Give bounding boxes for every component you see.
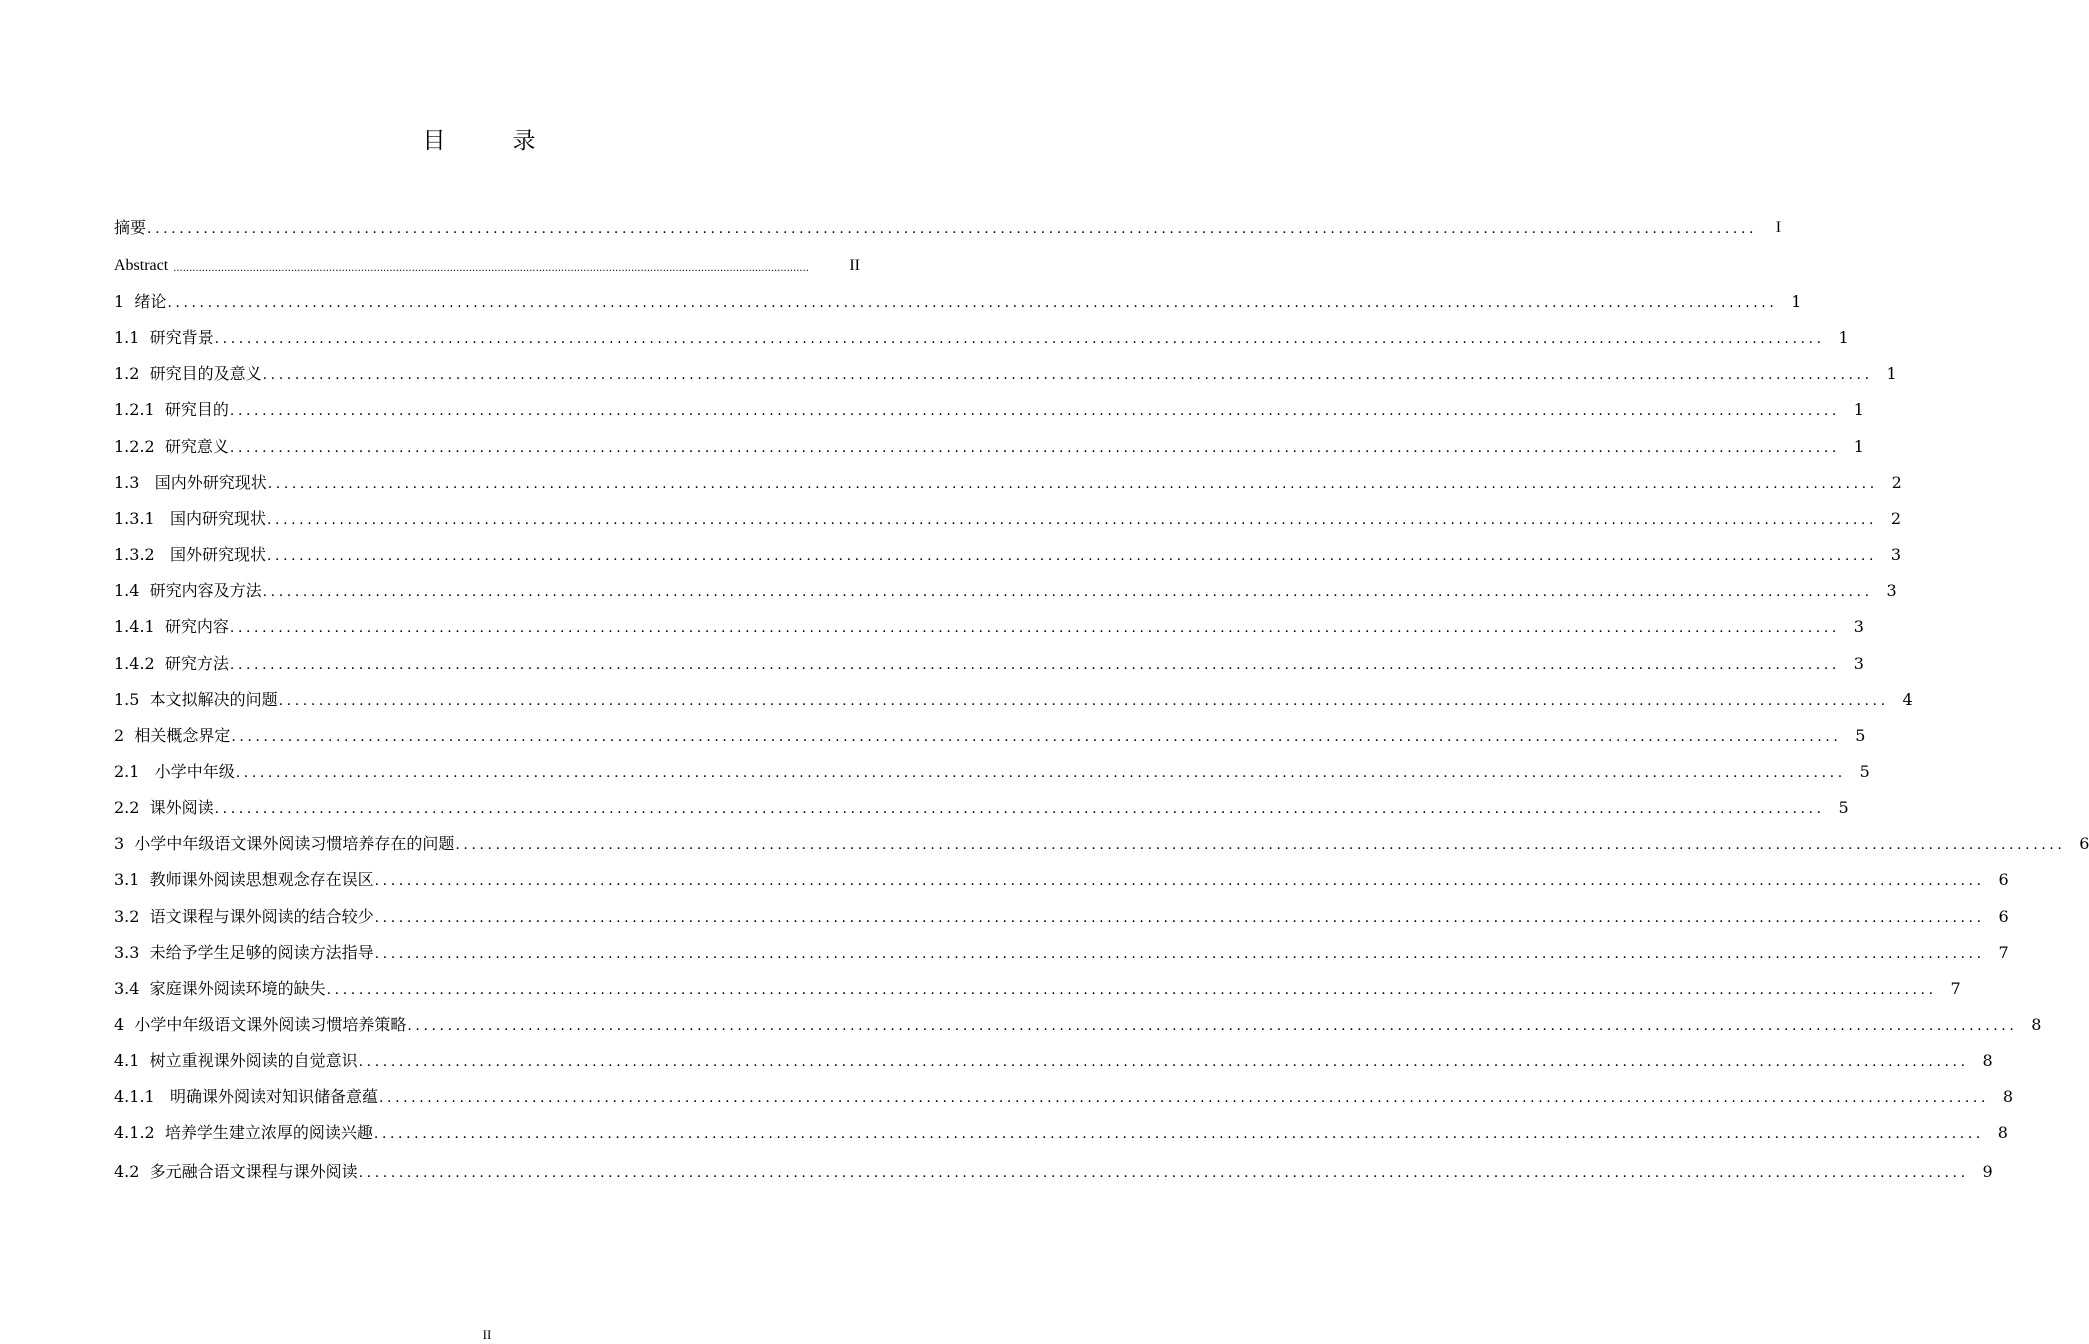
toc-entry-label: 1.2.1 研究目的 bbox=[114, 400, 229, 420]
toc-entry[interactable] bbox=[114, 252, 860, 276]
toc-entry[interactable] bbox=[114, 903, 2009, 927]
toc-entry[interactable] bbox=[114, 433, 1864, 457]
toc-entry-page: 1 bbox=[1886, 364, 1897, 384]
toc-entry-page: 1 bbox=[1853, 400, 1864, 420]
toc-entry[interactable] bbox=[114, 758, 1870, 782]
toc-leader-dots: ........................................................................................................................................................................................................ bbox=[231, 728, 1842, 745]
toc-entry[interactable] bbox=[114, 1047, 1993, 1071]
toc-entry[interactable] bbox=[114, 360, 1897, 384]
toc-entry-page: 6 bbox=[1998, 870, 2009, 890]
toc-entry-label: 3.1 教师课外阅读思想观念存在误区 bbox=[114, 870, 374, 890]
toc-entry-page: 7 bbox=[1950, 978, 1961, 998]
toc-leader-dots: ........................................................................................................................................................................................................ bbox=[378, 1090, 1990, 1107]
toc-entry-page: 1 bbox=[1853, 436, 1864, 456]
toc-entry[interactable] bbox=[114, 577, 1897, 601]
toc-entry-label: 3.4 家庭课外阅读环境的缺失 bbox=[114, 978, 326, 998]
toc-entry[interactable] bbox=[114, 324, 1849, 348]
toc-entry-page: 6 bbox=[2079, 834, 2089, 854]
toc-entry-label: 1.3 国内外研究现状 bbox=[114, 472, 267, 492]
toc-entry[interactable] bbox=[114, 866, 2009, 890]
toc-entry-page: 2 bbox=[1891, 472, 1902, 492]
toc-leader-dots: ........................................................................................................................................................................................................ bbox=[266, 511, 1878, 528]
toc-entry[interactable] bbox=[114, 794, 1849, 818]
toc-entry-page: 8 bbox=[1997, 1123, 2008, 1143]
toc-leader-dots: ........................................................................................................................................................................................................ bbox=[373, 1126, 1984, 1143]
toc-entry-page: 5 bbox=[1859, 761, 1870, 781]
toc-entry[interactable] bbox=[114, 722, 1866, 746]
toc-entry[interactable] bbox=[114, 613, 1864, 637]
toc-entry-page: 7 bbox=[1998, 942, 2009, 962]
toc-entry[interactable] bbox=[114, 396, 1864, 420]
toc-entry-label: 1.3.2 国外研究现状 bbox=[114, 545, 266, 565]
toc-leader-dots: ........................................................................................................................................................................................................ bbox=[229, 620, 1840, 637]
toc-entry-label: 4.1 树立重视课外阅读的自觉意识 bbox=[114, 1051, 358, 1071]
toc-entry[interactable] bbox=[114, 830, 2089, 854]
toc-entry-page: 9 bbox=[1982, 1161, 1993, 1181]
toc-entry-page: II bbox=[849, 257, 860, 274]
toc-entry-page: 1 bbox=[1838, 328, 1849, 348]
toc-entry-page: 4 bbox=[1902, 689, 1913, 709]
toc-entry-label: 1.4.1 研究内容 bbox=[114, 617, 229, 637]
toc-entry[interactable] bbox=[114, 686, 1913, 710]
toc-leader-dots: ........................................................................................................................................................................................................ bbox=[358, 1164, 1969, 1181]
toc-entry-label: 3.2 语文课程与课外阅读的结合较少 bbox=[114, 906, 374, 926]
toc-entry-page: 5 bbox=[1855, 725, 1866, 745]
toc-leader-dots: ........................................................................................................................................................................................................ bbox=[374, 909, 1985, 926]
toc-entry-label: 3.3 未给予学生足够的阅读方法指导 bbox=[114, 942, 374, 962]
toc-entry-label: 4.1.2 培养学生建立浓厚的阅读兴趣 bbox=[114, 1123, 373, 1143]
toc-entry[interactable] bbox=[114, 1119, 2008, 1143]
toc-entry-label: 1.5 本文拟解决的问题 bbox=[114, 689, 278, 709]
toc-entry-label: 1.3.1 国内研究现状 bbox=[114, 508, 266, 528]
toc-entry-label: 摘要 bbox=[114, 218, 147, 237]
toc-leader-dots: ........................................................................................................................................................................................................ bbox=[229, 403, 1840, 420]
toc-entry[interactable] bbox=[114, 939, 2009, 963]
toc-leader-dots: ........................................................................................................................................................................................................ bbox=[266, 548, 1878, 565]
toc-leader-dots: ........................................................................................................................................................................................................ bbox=[173, 263, 809, 274]
toc-leader-dots: ........................................................................................................................................................................................................ bbox=[374, 873, 1985, 890]
toc-entry-page: 2 bbox=[1890, 508, 1902, 528]
toc-entry-page: 8 bbox=[2031, 1015, 2042, 1034]
toc-leader-dots: ........................................................................................................................................................................................................ bbox=[229, 656, 1840, 673]
toc-entry[interactable] bbox=[114, 541, 1902, 565]
toc-entry[interactable] bbox=[114, 650, 1864, 674]
page-number: II bbox=[482, 1327, 492, 1342]
toc-leader-dots: ........................................................................................................................................................................................................ bbox=[278, 692, 1889, 709]
toc-entry[interactable] bbox=[114, 1011, 2042, 1035]
toc-leader-dots: ........................................................................................................................................................................................................ bbox=[267, 475, 1878, 492]
toc-entry[interactable] bbox=[114, 975, 1961, 999]
toc-entry[interactable] bbox=[114, 505, 1902, 529]
toc-leader-dots: ........................................................................................................................................................................................................ bbox=[262, 584, 1873, 601]
toc-entry[interactable] bbox=[114, 214, 1782, 238]
toc-entry-label: 2 相关概念界定 bbox=[114, 725, 231, 745]
toc-leader-dots: ........................................................................................................................................................................................................ bbox=[374, 945, 1985, 962]
toc-entry-label: 4.2 多元融合语文课程与课外阅读 bbox=[114, 1161, 358, 1181]
toc-entry-label: 1.2 研究目的及意义 bbox=[114, 364, 262, 384]
toc-entry[interactable] bbox=[114, 1083, 2014, 1107]
toc-entry-page: 3 bbox=[1853, 653, 1864, 673]
toc-leader-dots: ........................................................................................................................................................................................................ bbox=[229, 439, 1840, 456]
toc-leader-dots: ........................................................................................................................................................................................................ bbox=[214, 331, 1825, 348]
toc-leader-dots: ........................................................................................................................................................................................................ bbox=[262, 367, 1873, 384]
toc-leader-dots: ........................................................................................................................................................................................................ bbox=[147, 221, 1758, 237]
toc-entry[interactable] bbox=[114, 1158, 1993, 1182]
toc-entry-label: 1.4 研究内容及方法 bbox=[114, 581, 262, 601]
toc-entry-label: 1.1 研究背景 bbox=[114, 328, 214, 348]
toc-entry[interactable] bbox=[114, 469, 1902, 493]
toc-entry-label: 4.1.1 明确课外阅读对知识储备意蕴 bbox=[114, 1087, 378, 1107]
toc-entry-label: 2.2 课外阅读 bbox=[114, 798, 214, 818]
toc-entry-page: 3 bbox=[1853, 617, 1864, 637]
toc-entry[interactable] bbox=[114, 288, 1802, 312]
toc-leader-dots: ........................................................................................................................................................................................................ bbox=[326, 981, 1937, 998]
page-title: 目 录 bbox=[422, 128, 558, 154]
toc-leader-dots: ........................................................................................................................................................................................................ bbox=[214, 801, 1825, 818]
toc-entry-page: 8 bbox=[1982, 1051, 1993, 1071]
toc-entry-page: 8 bbox=[2002, 1087, 2014, 1107]
toc-entry-page: 3 bbox=[1890, 545, 1902, 565]
toc-entry-label: 1.2.2 研究意义 bbox=[114, 436, 229, 456]
toc-entry-page: 3 bbox=[1886, 581, 1897, 601]
toc-entry-label: 1 绪论 bbox=[114, 292, 167, 311]
toc-leader-dots: ........................................................................................................................................................................................................ bbox=[407, 1018, 2018, 1034]
toc-leader-dots: ........................................................................................................................................................................................................ bbox=[235, 764, 1846, 781]
toc-entry-label: 4 小学中年级语文课外阅读习惯培养策略 bbox=[114, 1015, 407, 1034]
toc-entry-label: Abstract bbox=[114, 257, 173, 274]
toc-leader-dots: ........................................................................................................................................................................................................ bbox=[455, 837, 2066, 854]
toc-leader-dots: ........................................................................................................................................................................................................ bbox=[358, 1054, 1969, 1071]
toc-entry-page: 5 bbox=[1838, 798, 1849, 818]
toc-entry-page: 1 bbox=[1791, 292, 1802, 311]
toc-entry-label: 1.4.2 研究方法 bbox=[114, 653, 229, 673]
toc-entry-page: 6 bbox=[1998, 906, 2009, 926]
toc-entry-label: 3 小学中年级语文课外阅读习惯培养存在的问题 bbox=[114, 834, 455, 854]
toc-entry-page: I bbox=[1775, 219, 1782, 236]
toc-entry-label: 2.1 小学中年级 bbox=[114, 761, 235, 781]
toc-leader-dots: ........................................................................................................................................................................................................ bbox=[167, 295, 1778, 311]
